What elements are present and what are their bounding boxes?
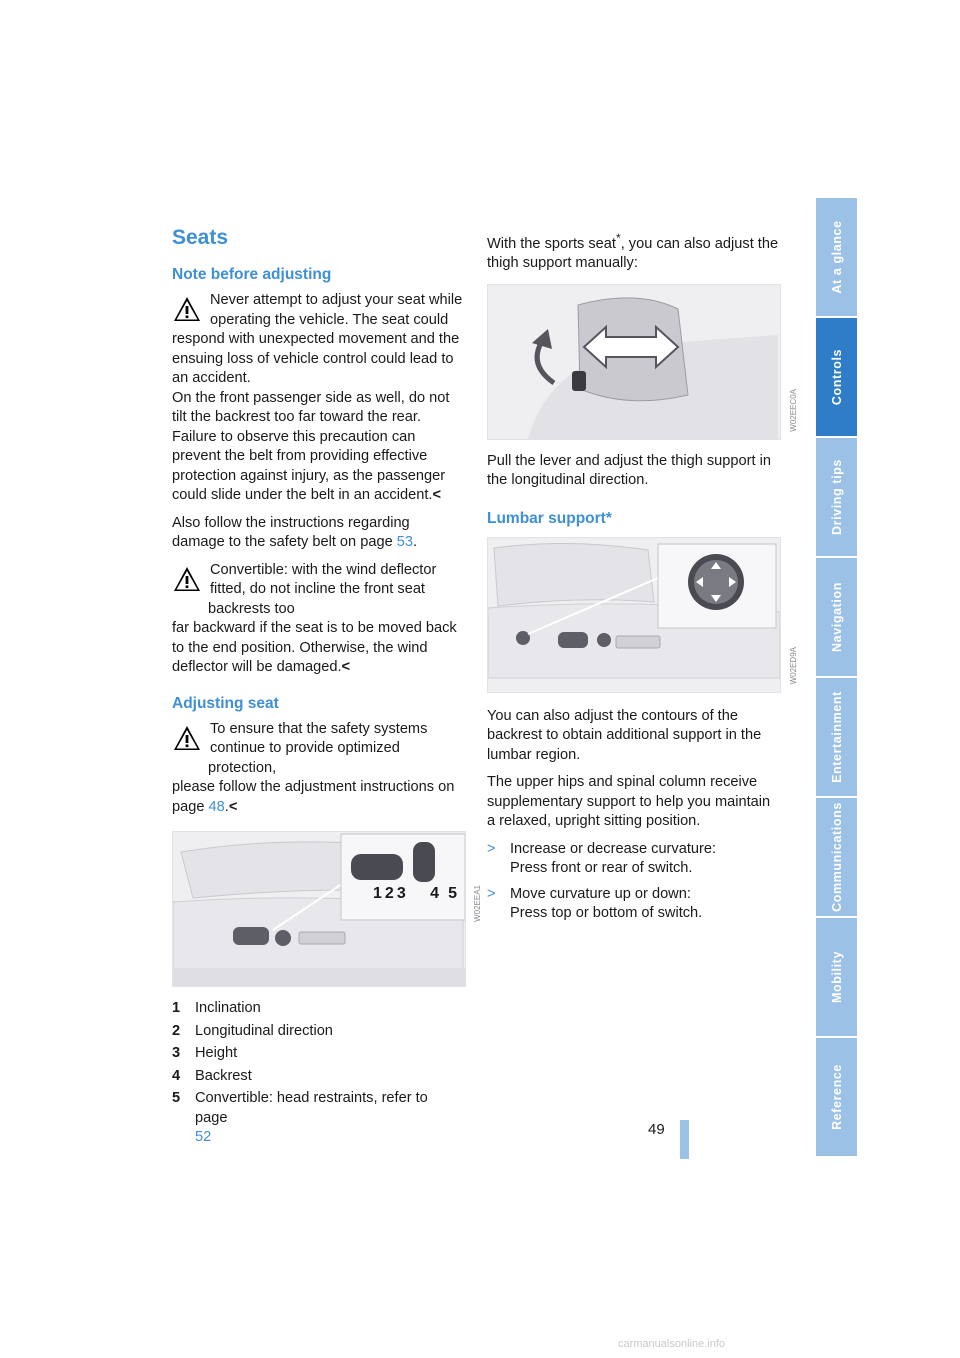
right-column [487,229,798,930]
follow-text: Also follow the instructions regarding damage to the safety belt on page [172,514,410,550]
tab-mobility[interactable]: Mobility [816,918,857,1036]
warning-1-text-c: On the front passenger side as well, do not tilt the backrest too far toward the rear. Failure to observe this precaution can prevent the belt from providing effective protection against injury, as the passenger could slide under the belt in an accident. [172,389,450,503]
warning-icon [172,724,202,752]
callout-5: 5 [448,885,460,902]
end-mark: < [341,659,351,675]
callout-numbers [373,884,460,904]
adjust-heading: Adjusting seat [172,694,279,712]
option-asterisk: * [615,231,621,245]
lumbar-heading: Lumbar support* [487,509,612,527]
list-item: 5 Convertible: head restraints, refer to page 52 [172,1090,428,1145]
callout-3: 3 [396,885,409,902]
list-item: 4 Backrest [172,1067,252,1084]
note-heading: Note before adjusting [172,266,332,283]
page-link-52[interactable]: 52 [195,1129,212,1145]
follow-paragraph: Also follow the instructions regarding damage to the safety belt on page 53. [172,514,418,550]
callout-2: 2 [384,885,397,902]
figure-code: W02EEA1 [473,885,482,922]
thigh-support-illustration [488,285,780,439]
list-item: 3 Height [172,1045,238,1061]
lumbar-figure [487,537,781,693]
tab-navigation[interactable]: Navigation [816,558,857,676]
seat-controls-illustration [173,832,465,986]
watermark: carmanualsonline.info [618,1338,726,1350]
end-mark: < [228,798,238,815]
bullet-list [487,840,780,924]
warning-1-text-b: respond with unexpected movement and the ensuing loss of vehicle control could lead to an accident. [172,331,460,386]
tab-communications[interactable]: Communications [816,798,857,916]
callout-1: 1 [373,885,385,902]
list-item: 1 Inclination [172,1000,261,1016]
list-item: > Increase or decrease curvature: Press front or rear of switch. [487,840,717,877]
warning-1-text-a: Never attempt to adjust your seat while operating the vehicle. The seat could [210,292,463,328]
left-column [172,225,482,1151]
item-list [172,999,464,1148]
warning-block-3: To ensure that the safety systems continue to provide optimized protection, please follow the adjustment instructions on page 48.< [172,720,464,818]
warning-icon [172,565,202,593]
callout-4: 4 [430,885,443,902]
tab-at-a-glance[interactable]: At a glance [816,198,857,316]
thigh-paragraph: Pull the lever and adjust the thigh support in the longitudinal direction. [487,452,771,489]
list-item: > Move curvature up or down: Press top or bottom of switch. [487,885,703,922]
thigh-support-figure [487,284,781,440]
figure-code: W02EEC0A [789,389,798,432]
tab-driving-tips[interactable]: Driving tips [816,438,857,556]
sports-seat-paragraph: With the sports seat*, you can also adjust the thigh support manually: [487,231,779,272]
warning-icon [172,295,202,323]
page-marker-bar [680,1120,689,1159]
lumbar-paragraph-2: The upper hips and spinal column receive supplementary support to help you maintain a relaxed, upright sitting position. [487,774,771,830]
page-link-48[interactable]: 48 [208,798,225,815]
list-item: 2 Longitudinal direction [172,1022,333,1039]
warning-3-text-a: To ensure that the safety systems continue to provide optimized protection, [208,720,428,776]
chapter-tabs [816,198,857,1158]
tab-controls[interactable]: Controls [816,318,857,436]
warning-block-1 [172,291,464,506]
lumbar-illustration [488,538,780,692]
seat-controls-figure [172,831,466,987]
warning-2-text-b: far backward if the seat is to be moved back to the end position. Otherwise, the wind deflector will be damaged. [172,620,457,675]
end-mark: < [432,487,441,503]
lumbar-paragraph-1: You can also adjust the contours of the backrest to obtain additional support in the lumbar region. [487,707,762,763]
warning-block-2 [172,561,464,678]
figure-code: W02ED9A [789,647,798,685]
tab-entertainment[interactable]: Entertainment [816,678,857,796]
page-link-53[interactable]: 53 [396,534,413,550]
warning-3-text-b: please follow the adjustment instructions on page [172,779,455,815]
section-title: Seats [172,226,229,249]
page-number: 49 [648,1121,665,1138]
tab-reference[interactable]: Reference [816,1038,857,1156]
warning-2-text-a: Convertible: with the wind deflector fitted, do not incline the front seat backrests too [208,561,437,617]
